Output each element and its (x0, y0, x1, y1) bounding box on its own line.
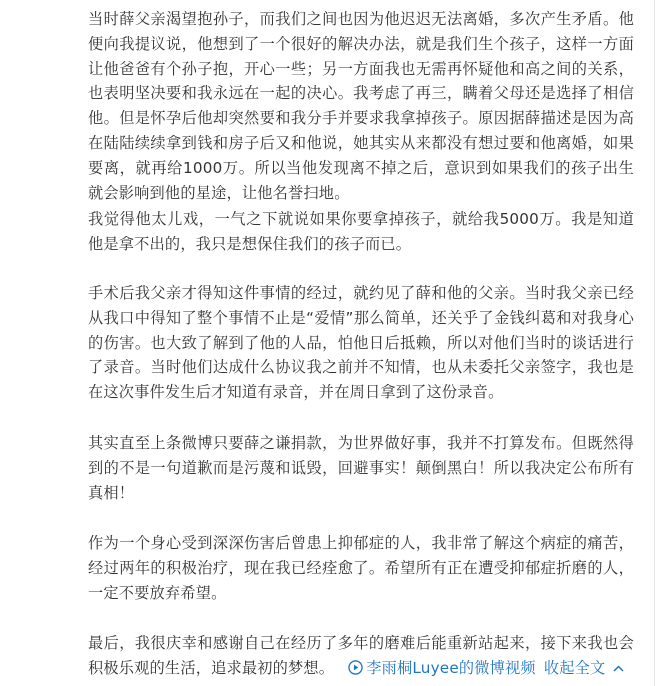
post-paragraph-3: 手术后我父亲才得知这件事情的经过，就约见了薛和他的父亲。当时我父亲已经从我口中得知了整个事情不止是“爱情”那么简单，还关乎了金钱纠葛和对我身心的伤害。也大致了解到了他的人品，怕他日后抵赖，所以对他们当时的谈话进行了录音。当时他们达成什么协议我之前并不知情，也从未委托父亲签字，我也是在这次事件发生后才知道有录音，并在周日拿到了这份录音。 (88, 284, 634, 402)
post-paragraph-6-text: 最后，我很庆幸和感谢自己在经历了多年的磨难后能重新站起来，接下来我也会积极乐观的生活，追求最初的梦想。 (88, 634, 634, 677)
post-paragraph-1: 当时薛父亲渴望抱孙子，而我们之间也因为他迟迟无法离婚，多次产生矛盾。他便向我提议说，他想到了一个很好的解决办法，就是我们生个孩子，这样一方面让他爸爸有个孙子抱，开心一些；另一方面我也无需再怀疑他和高之间的关系，也表明坚决要和我永远在一起的决心。我考虑了再三，瞒着父母还是选择了相信他。但是怀孕后他却突然要和我分手并要求我拿掉孩子。原因据薛描述是因为高在陆陆续续拿到钱和房子后又和他说，她其实从来都没有想过要和他离婚，如果要离，就再给1000万。所以当他发现离不掉之后，意识到如果我们的孩子出生就会影响到他的星途，让他名誉扫地。 (88, 10, 634, 202)
collapse-button[interactable] (544, 659, 625, 677)
video-link[interactable] (348, 659, 536, 677)
video-link-label: 李雨桐Luyee的微博视频 (366, 658, 536, 677)
post-paragraph-4: 其实直至上条微博只要薛之谦捐款，为世界做好事，我并不打算发布。但既然得到的不是一句道歉而是污蔑和诋毁，回避事实！颠倒黑白！所以我决定公布所有真相！ (88, 434, 634, 502)
post-paragraph-2: 我觉得他太儿戏，一气之下就说如果你要拿掉孩子，就给我5000万。我是知道他是拿不出的，我只是想保住我们的孩子而已。 (88, 210, 634, 253)
post-footer-links (334, 659, 624, 677)
play-circle-icon (348, 660, 363, 675)
chevron-up-icon (613, 665, 624, 672)
collapse-label: 收起全文 (543, 658, 606, 677)
post-paragraph-6 (88, 631, 634, 681)
post-paragraph-5: 作为一个身心受到深深伤害后曾患上抑郁症的人，我非常了解这个病症的痛苦，经过两年的积极治疗，现在我已经痊愈了。希望所有正在遭受抑郁症折磨的人，一定不要放弃希望。 (88, 534, 634, 602)
